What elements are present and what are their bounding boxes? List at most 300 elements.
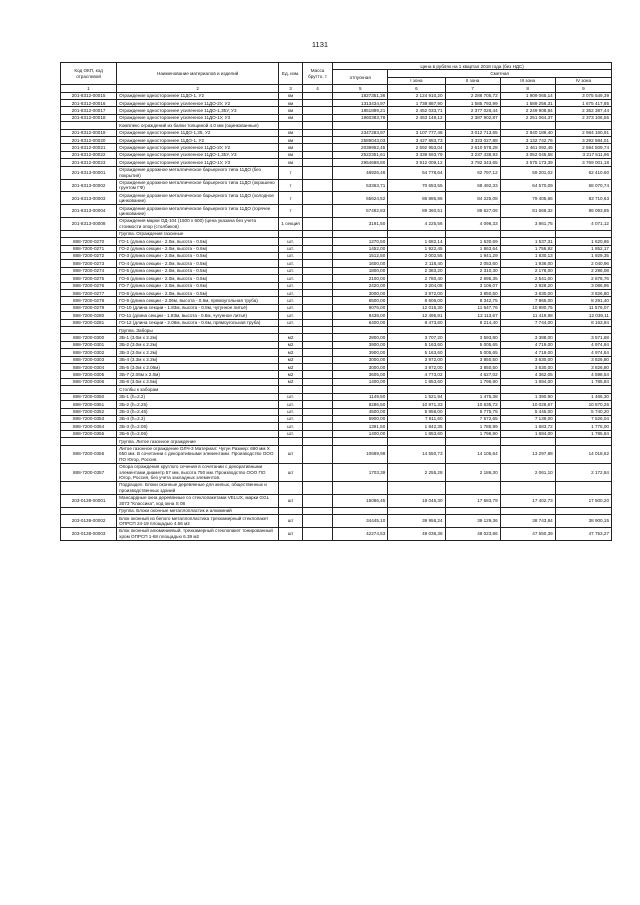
group-title: Столбы к заборам (117, 386, 279, 393)
item-unit: шт. (279, 260, 303, 267)
item-unit: км (279, 92, 303, 99)
price-zone-4: 12 039,11 (555, 312, 611, 319)
price-zone-4: 14 018,62 (555, 445, 611, 463)
price-zone-4: 38 900,15 (555, 515, 611, 528)
group-row (61, 122, 612, 129)
item-unit: м2 (279, 356, 303, 363)
empty-cell (555, 230, 611, 237)
price-zone-2: 3 237 438,93 (445, 151, 500, 158)
item-code: 888-7200-0277 (61, 290, 117, 297)
item-name: ЗБ-4 (3.3м х 2.2м) (117, 356, 279, 363)
price-zone-3: 2 178,00 (500, 267, 555, 274)
item-code: 888-7200-0354 (61, 423, 117, 430)
item-unit: км (279, 144, 303, 151)
price-zone-3: 1 694,00 (500, 430, 555, 437)
price-release: 1827351,36 (333, 92, 388, 99)
group-row (61, 386, 612, 393)
col-index: 7 (445, 85, 500, 92)
table-row (61, 144, 612, 151)
table-row (61, 319, 612, 326)
price-zone-3: 2 461 092,45 (500, 144, 555, 151)
price-zone-4: 3 769 001,18 (555, 159, 611, 166)
price-zone-2: 17 583,79 (445, 494, 500, 507)
item-name: Ограждение одностороннее усиленное 11ДО-2У, У2 (117, 144, 279, 151)
price-zone-4: 4 598,54 (555, 371, 611, 378)
item-name: Мансардные окна деревянные со стеклопакетами VELUX, марки GGL 3073 "Классика", код окна S 08 (117, 494, 279, 507)
price-zone-1: 3 339 593,79 (388, 151, 445, 158)
group-code-cell (61, 327, 117, 334)
table-row (61, 430, 612, 437)
price-zone-4: 10 570,26 (555, 401, 611, 408)
price-release: 48926,46 (333, 166, 388, 179)
price-zone-2: 12 113,67 (445, 312, 500, 319)
item-name: ЗБ-1 (3.0м х 2.2м) (117, 334, 279, 341)
item-code: 201-8313-00001 (61, 166, 117, 179)
empty-cell (279, 507, 303, 514)
group-row (61, 230, 612, 237)
item-unit: шт (279, 527, 303, 540)
item-code: 888-7200-0356 (61, 445, 117, 463)
price-release: 1600,00 (333, 260, 388, 267)
price-zone-2: 1 630,69 (445, 238, 500, 245)
price-release: 34445,10 (333, 515, 388, 528)
col-unit-header: Ед. изм. (279, 63, 303, 85)
item-unit: шт (279, 463, 303, 481)
item-name: Ограждение дорожное металлическое барьерного типа 11ДО (холодное цинкование) (117, 192, 279, 205)
item-unit: т (279, 166, 303, 179)
item-name: Ограждение дорожное металлическое барьерного типа 11ДО (горячее цинкование) (117, 205, 279, 218)
table-row (61, 378, 612, 385)
table-row (61, 107, 612, 114)
price-zone-3: 4 362,05 (500, 371, 555, 378)
price-zone-3: 10 026,67 (500, 401, 555, 408)
price-zone-4: 47 753,27 (555, 527, 611, 540)
empty-cell (302, 122, 332, 129)
price-zone-2: 3 593,80 (445, 334, 500, 341)
price-zone-2: 4 096,33 (445, 217, 500, 230)
price-zone-2: 8 214,40 (445, 319, 500, 326)
empty-cell (279, 438, 303, 445)
table-row (61, 205, 612, 218)
price-zone-3: 79 405,66 (500, 192, 555, 205)
item-unit: шт. (279, 312, 303, 319)
price-zone-2: 48 023,86 (445, 527, 500, 540)
price-zone-2: 5 005,65 (445, 341, 500, 348)
item-code: 888-7200-0301 (61, 341, 117, 348)
item-code: 888-7200-0355 (61, 430, 117, 437)
item-name: ЗБ-6 (h=2.06) (117, 430, 279, 437)
price-zone-1: 2 002,55 (388, 252, 445, 259)
price-zone-3: 38 743,84 (500, 515, 555, 528)
item-mass (302, 92, 332, 99)
empty-cell (279, 122, 303, 129)
price-zone-2: 2 053,60 (445, 260, 500, 267)
col-index: 1 (61, 85, 117, 92)
item-mass (302, 463, 332, 481)
price-zone-2: 1 785,99 (445, 423, 500, 430)
price-zone-3: 3 132 742,76 (500, 137, 555, 144)
item-code: 201-8312-00020 (61, 137, 117, 144)
price-zone-4: 4 974,84 (555, 349, 611, 356)
price-zone-2: 1 796,90 (445, 430, 500, 437)
price-zone-3: 1 683,72 (500, 423, 555, 430)
item-mass (302, 378, 332, 385)
item-mass (302, 166, 332, 179)
price-zone-1: 2 780,40 (388, 275, 445, 282)
price-zone-1: 3 912 009,12 (388, 159, 445, 166)
item-name: ГО-4 (длина секции - 2.0м, высота - 0.5м) (117, 260, 279, 267)
price-zone-2: 4 627,02 (445, 371, 500, 378)
price-zone-3: 2 928,20 (500, 282, 555, 289)
empty-cell (388, 438, 445, 445)
price-zone-1: 2 124 910,20 (388, 92, 445, 99)
group-code-cell (61, 481, 117, 494)
price-zone-4: 17 500,20 (555, 494, 611, 507)
empty-cell (500, 327, 555, 334)
table-row (61, 349, 612, 356)
empty-cell (302, 507, 332, 514)
item-unit: м2 (279, 371, 303, 378)
price-zone-1: 8 473,60 (388, 319, 445, 326)
table-row (61, 494, 612, 507)
price-zone-3: 1 756,92 (500, 245, 555, 252)
group-row (61, 481, 612, 494)
price-zone-1: 2 692 953,04 (388, 144, 445, 151)
item-unit: шт (279, 445, 303, 463)
price-zone-4: 8 163,84 (555, 319, 611, 326)
price-release: 1512,50 (333, 252, 388, 259)
table-row (61, 100, 612, 107)
item-unit: шт. (279, 282, 303, 289)
item-mass (302, 349, 332, 356)
item-unit: м2 (279, 349, 303, 356)
item-mass (302, 297, 332, 304)
price-zone-2: 14 105,64 (445, 445, 500, 463)
empty-cell (279, 327, 303, 334)
price-zone-1: 3 107 777,48 (388, 129, 445, 136)
item-mass (302, 159, 332, 166)
price-release: 2522351,61 (333, 151, 388, 158)
price-release: 1391,50 (333, 423, 388, 430)
price-zone-1: 3 972,00 (388, 290, 445, 297)
table-row (61, 463, 612, 481)
empty-cell (500, 481, 555, 494)
item-mass (302, 423, 332, 430)
price-zone-4: 3 217 511,96 (555, 151, 611, 158)
item-code: 888-7200-0300 (61, 334, 117, 341)
item-code: 201-8312-00022 (61, 151, 117, 158)
price-zone-1: 1 738 887,90 (388, 100, 445, 107)
table-row (61, 238, 612, 245)
item-code: 201-8313-00002 (61, 179, 117, 192)
item-code: 201-8312-00015 (61, 92, 117, 99)
group-title: Группа. Ограждения газонные (117, 230, 279, 237)
item-unit: шт. (279, 252, 303, 259)
price-zone-3: 1 936,00 (500, 260, 555, 267)
item-mass (302, 356, 332, 363)
empty-cell (555, 481, 611, 494)
group-title: Подраздел. Блоки оконные деревянные для жилых, общественных и производственных зданий (117, 481, 279, 494)
price-release: 3000,00 (333, 364, 388, 371)
price-zone-2: 1 475,38 (445, 393, 500, 400)
table-row (61, 371, 612, 378)
price-zone-4: 2 040,96 (555, 260, 611, 267)
item-code: 888-7200-0304 (61, 364, 117, 371)
group-title: Комплекс ограждений из балки толщиной 4.0 мм (оцинкованные) (117, 122, 279, 129)
price-zone-2: 68 492,33 (445, 179, 500, 192)
price-zone-2: 3 012 713,65 (445, 129, 500, 136)
col-release-header: отпускная (333, 70, 388, 85)
item-code: 888-7200-0303 (61, 356, 117, 363)
empty-cell (555, 507, 611, 514)
price-zone-4: 1 785,84 (555, 378, 611, 385)
price-zone-2: 3 106,07 (445, 282, 500, 289)
price-zone-3: 47 550,39 (500, 527, 555, 540)
page-number: 1131 (311, 40, 329, 49)
item-name: ГО-12 (длина секции - 2.06м, высота - 0.6м, прямоугольная труба) (117, 319, 279, 326)
item-unit: шт. (279, 245, 303, 252)
item-code: 203-0138-00002 (61, 515, 117, 528)
item-unit: км (279, 137, 303, 144)
item-code: 201-8313-00003 (61, 192, 117, 205)
item-name: ГО-3 (длина секции - 2.0м, высота - 0.5м) (117, 252, 279, 259)
table-row (61, 166, 612, 179)
col-index: 9 (555, 85, 611, 92)
table-row (61, 393, 612, 400)
table-row (61, 312, 612, 319)
group-row (61, 507, 612, 514)
item-code: 888-7200-0272 (61, 252, 117, 259)
col-index: 3 (279, 85, 303, 92)
price-zone-1: 70 653,55 (388, 179, 445, 192)
item-code: 201-8313-00004 (61, 205, 117, 218)
item-mass (302, 371, 332, 378)
price-zone-4: 5 740,20 (555, 408, 611, 415)
price-zone-3: 1 830,13 (500, 252, 555, 259)
group-row (61, 438, 612, 445)
price-zone-2: 8 342,75 (445, 297, 500, 304)
group-code-cell (61, 122, 117, 129)
price-release: 3000,00 (333, 356, 388, 363)
item-code: 888-7200-0281 (61, 319, 117, 326)
empty-cell (333, 386, 388, 393)
item-mass (302, 107, 332, 114)
item-unit: т (279, 205, 303, 218)
item-code: 888-7200-0274 (61, 267, 117, 274)
item-mass (302, 144, 332, 151)
item-code: 888-7200-0357 (61, 463, 117, 481)
price-zone-1: 1 521,94 (388, 393, 445, 400)
table-row (61, 415, 612, 422)
table-row (61, 282, 612, 289)
item-name: Ограждение дорожное металлическое барьерного типа 11ДО (без покрытия) (117, 166, 279, 179)
table-row (61, 137, 612, 144)
price-zone-4: 3 086,95 (555, 282, 611, 289)
price-release: 3900,00 (333, 341, 388, 348)
item-mass (302, 238, 332, 245)
price-zone-2: 2 310,30 (445, 267, 500, 274)
item-name: ГО-6 (длина секции - 2.0м, высота - 0.5м) (117, 275, 279, 282)
price-zone-3: 3 052 045,58 (500, 151, 555, 158)
item-name: ГО-11 (длина секции - 1.83м, высота - 0.8м, чугунное литьё) (117, 312, 279, 319)
price-release: 67492,83 (333, 205, 388, 218)
price-zone-1: 5 958,00 (388, 408, 445, 415)
table-row (61, 179, 612, 192)
item-unit: шт. (279, 430, 303, 437)
item-name: ЗБ-3 (h=2.06) (117, 423, 279, 430)
item-mass (302, 114, 332, 121)
item-code: 888-7200-0302 (61, 349, 117, 356)
price-zone-2: 3 792 343,65 (445, 159, 500, 166)
item-name: ЗБ-4 (h=2.3) (117, 415, 279, 422)
item-unit: шт. (279, 415, 303, 422)
item-unit: м2 (279, 378, 303, 385)
price-release: 2420,00 (333, 282, 388, 289)
item-unit: м2 (279, 364, 303, 371)
price-release: 1703,39 (333, 463, 388, 481)
zone-4-header: IV зона (555, 77, 611, 84)
table-row (61, 159, 612, 166)
table-row (61, 290, 612, 297)
item-mass (302, 401, 332, 408)
empty-cell (279, 230, 303, 237)
empty-cell (388, 327, 445, 334)
item-name: ГО-1 (длина секции - 2.0м, высота - 0.5м) (117, 238, 279, 245)
empty-cell (279, 386, 303, 393)
empty-cell (500, 507, 555, 514)
price-table (60, 62, 612, 541)
price-zone-1: 3 204,08 (388, 282, 445, 289)
item-name: Ограждение одностороннее усиленное 11ДО-1У, У3 (117, 114, 279, 121)
item-name: Ограждение одностороннее 11ДО-1, У2 (117, 92, 279, 99)
item-mass (302, 408, 332, 415)
price-zone-1: 3 972,00 (388, 364, 445, 371)
item-mass (302, 100, 332, 107)
empty-cell (555, 386, 611, 393)
price-zone-2: 1 585 793,99 (445, 100, 500, 107)
table-row (61, 423, 612, 430)
item-code: 201-8312-00018 (61, 114, 117, 121)
item-code: 201-8312-00023 (61, 159, 117, 166)
empty-cell (302, 386, 332, 393)
item-unit: шт. (279, 304, 303, 311)
empty-cell (388, 507, 445, 514)
price-zone-4: 4 974,84 (555, 341, 611, 348)
price-zone-3: 1 589 256,31 (500, 100, 555, 107)
price-zone-3: 1 694,00 (500, 378, 555, 385)
price-zone-2: 2 610 578,28 (445, 144, 500, 151)
price-zone-4: 3 571,68 (555, 334, 611, 341)
group-row (61, 327, 612, 334)
price-release: 5900,00 (333, 415, 388, 422)
item-name: ГО-7 (длина секции - 2.0м, высота - 0.6м) (117, 282, 279, 289)
price-zone-1: 3 707,20 (388, 334, 445, 341)
price-zone-2: 86 627,06 (445, 205, 500, 218)
item-code: 888-7200-0353 (61, 415, 117, 422)
price-zone-2: 84 225,08 (445, 192, 500, 205)
price-zone-2: 1 796,90 (445, 378, 500, 385)
price-zone-4: 1 785,84 (555, 430, 611, 437)
price-zone-1: 14 550,73 (388, 445, 445, 463)
empty-cell (333, 327, 388, 334)
item-name: Ограждение одностороннее усиленное 11ДО-1У, У3 (117, 159, 279, 166)
price-release: 9438,00 (333, 312, 388, 319)
item-name: Литое газонное ограждение ОЛЧ-3 Материал: Чугун Размер: 690 мм Х 650 мм. В сочетании с декоративными элементами. Производство ООО ПО Югор, Россия. (117, 445, 279, 463)
item-unit: шт. (279, 423, 303, 430)
estimate-header: Сметная (388, 70, 612, 77)
table-row (61, 445, 612, 463)
table-row (61, 192, 612, 205)
zone-3-header: III зона (500, 77, 555, 84)
price-zone-3: 2 541,00 (500, 275, 555, 282)
item-mass (302, 515, 332, 528)
item-code: 888-7200-0280 (61, 312, 117, 319)
price-zone-4: 1 929,35 (555, 252, 611, 259)
item-name: ЗБ-2 (3.0м х 2.2м) (117, 341, 279, 348)
col-index: 6 (388, 85, 445, 92)
table-body (61, 92, 612, 540)
price-release: 3900,00 (333, 349, 388, 356)
table-row (61, 252, 612, 259)
item-code: 201-8313-00008 (61, 217, 117, 230)
price-zone-4: 1 775,00 (555, 423, 611, 430)
item-name: ЗБ-3 (3.0м х 2.2м) (117, 349, 279, 356)
empty-cell (445, 386, 500, 393)
item-mass (302, 445, 332, 463)
item-name: Блок оконный алюминиевый, трехкамерный стеклопакет тонированный хром ОПРСП 1-68 площадью 6.39 м2 (117, 527, 279, 540)
item-code: 888-7200-0275 (61, 275, 117, 282)
price-zone-1: 5 163,60 (388, 349, 445, 356)
price-zone-3: 1 390,90 (500, 393, 555, 400)
empty-cell (333, 230, 388, 237)
price-zone-4: 3 826,80 (555, 290, 611, 297)
zone-1-header: I зона (388, 77, 445, 84)
price-zone-2: 2 695,35 (445, 275, 500, 282)
price-zone-1: 1 842,35 (388, 423, 445, 430)
item-mass (302, 275, 332, 282)
item-mass (302, 217, 332, 230)
price-zone-1: 3 972,00 (388, 356, 445, 363)
price-zone-4: 8 291,40 (555, 297, 611, 304)
empty-cell (500, 122, 555, 129)
price-zone-3: 13 297,88 (500, 445, 555, 463)
price-zone-4: 68 070,74 (555, 179, 611, 192)
empty-cell (500, 230, 555, 237)
zone-2-header: II зона (445, 77, 500, 84)
price-zone-3: 17 402,73 (500, 494, 555, 507)
empty-cell (388, 481, 445, 494)
item-name: ГО-2 (длина секции - 2.0м, высота - 0.6м) (117, 245, 279, 252)
price-zone-1: 10 971,33 (388, 401, 445, 408)
price-zone-2: 5 005,65 (445, 349, 500, 356)
table-row (61, 267, 612, 274)
group-title: Группа. Литое газонное ограждение (117, 438, 279, 445)
price-release: 3605,00 (333, 371, 388, 378)
price-zone-2: 2 377 026,44 (445, 107, 500, 114)
price-zone-1: 64 778,64 (388, 166, 445, 179)
item-name: ЗБ-8 (3.0м х 2.5м) (117, 378, 279, 385)
table-row (61, 297, 612, 304)
item-mass (302, 290, 332, 297)
item-unit: шт. (279, 267, 303, 274)
price-zone-2: 7 572,65 (445, 415, 500, 422)
price-zone-3: 10 980,75 (500, 304, 555, 311)
price-zone-4: 11 576,07 (555, 304, 611, 311)
item-name: ЗБ-7 (2.06м х 2.0м) (117, 371, 279, 378)
price-release: 1270,50 (333, 238, 388, 245)
price-zone-4: 3 075 549,39 (555, 92, 611, 99)
empty-cell (445, 122, 500, 129)
